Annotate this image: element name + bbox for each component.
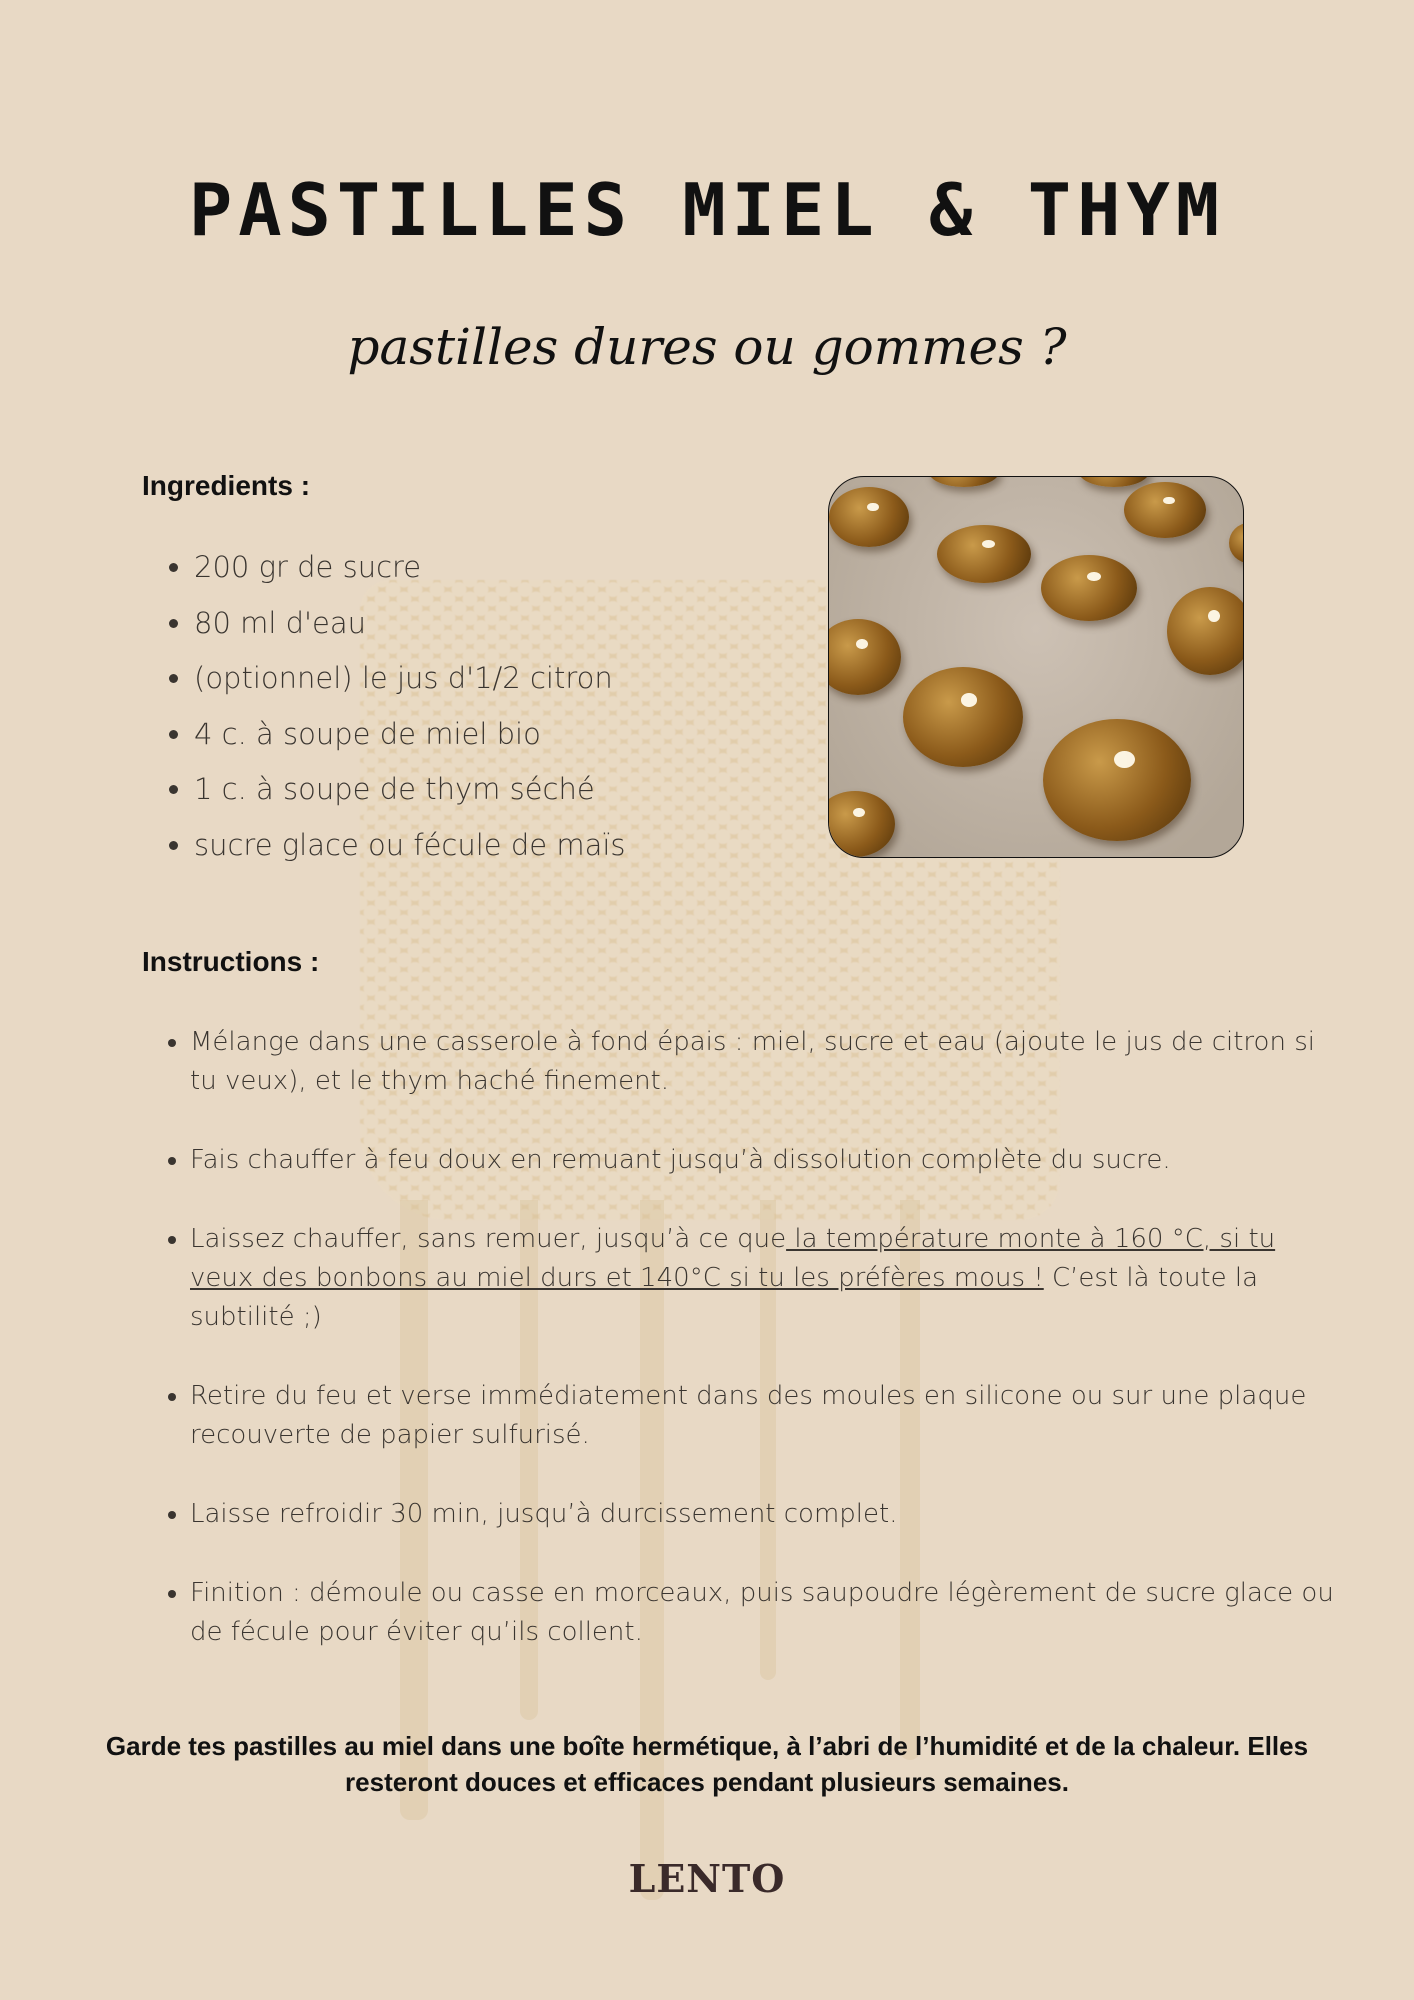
honey-drop bbox=[1167, 587, 1244, 675]
honey-drop bbox=[1229, 523, 1244, 563]
honey-drop bbox=[828, 791, 895, 857]
page-subtitle: pastilles dures ou gommes ? bbox=[347, 318, 1067, 376]
instruction-text: C’est là toute la subtilité ;) bbox=[190, 1263, 1259, 1332]
honey-drop bbox=[937, 525, 1031, 583]
temperature-note: la température monte à 160 °C, si tu veux des bonbons au miel durs et 140°C si tu les préfères mous ! bbox=[190, 1224, 1276, 1293]
honey-drops-photo bbox=[828, 476, 1244, 858]
instruction-step bbox=[190, 1220, 1340, 1337]
ingredient-item: • (optionnel) le jus d'1/2 citron bbox=[194, 651, 626, 707]
ingredient-item: • sucre glace ou fécule de maïs bbox=[194, 818, 626, 874]
ingredient-item: • 200 gr de sucre bbox=[194, 540, 626, 596]
honey-drop bbox=[1124, 482, 1206, 538]
instruction-text: Laissez chauffer, sans remuer, jusqu’à ce que bbox=[190, 1224, 787, 1254]
instruction-step: • Retire du feu et verse immédiatement dans des moules en silicone ou sur une plaque recouverte de papier sulfurisé. bbox=[190, 1377, 1340, 1455]
ingredients-heading: Ingredients : bbox=[142, 470, 311, 501]
honey-drop bbox=[1041, 555, 1137, 621]
instruction-step: • Laisse refroidir 30 min, jusqu’à durcissement complet. bbox=[190, 1495, 1340, 1534]
instruction-step: • Finition : démoule ou casse en morceaux, puis saupoudre légèrement de sucre glace ou de fécule pour éviter qu’ils collent. bbox=[190, 1574, 1340, 1652]
page-title: PASTILLES MIEL & THYM bbox=[188, 168, 1226, 252]
honey-drop bbox=[929, 476, 999, 487]
brand-logo: LENTO bbox=[628, 1856, 786, 1901]
instructions-heading: Instructions : bbox=[142, 946, 320, 977]
instruction-step: • Mélange dans une casserole à fond épais : miel, sucre et eau (ajoute le jus de citron si tu veux), et le thym haché finement. bbox=[190, 1023, 1340, 1101]
ingredient-item: • 1 c. à soupe de thym séché bbox=[194, 762, 626, 818]
honey-drop bbox=[1043, 719, 1191, 841]
storage-note: Garde tes pastilles au miel dans une boîte hermétique, à l’abri de l’humidité et de la chaleur. Elles resteront douces et efficaces pendant plusieurs semaines. bbox=[105, 1731, 1309, 1797]
ingredient-item: • 80 ml d'eau bbox=[194, 596, 626, 652]
honey-drop bbox=[1079, 476, 1149, 487]
honey-drop bbox=[903, 667, 1023, 767]
instruction-step: • Fais chauffer à feu doux en remuant jusqu’à dissolution complète du sucre. bbox=[190, 1141, 1340, 1180]
ingredient-item: • 4 c. à soupe de miel bio bbox=[194, 707, 626, 763]
honey-drop bbox=[828, 619, 901, 695]
honey-drop bbox=[829, 487, 909, 547]
instructions-list bbox=[160, 1023, 1340, 1692]
ingredients-list bbox=[160, 540, 626, 873]
